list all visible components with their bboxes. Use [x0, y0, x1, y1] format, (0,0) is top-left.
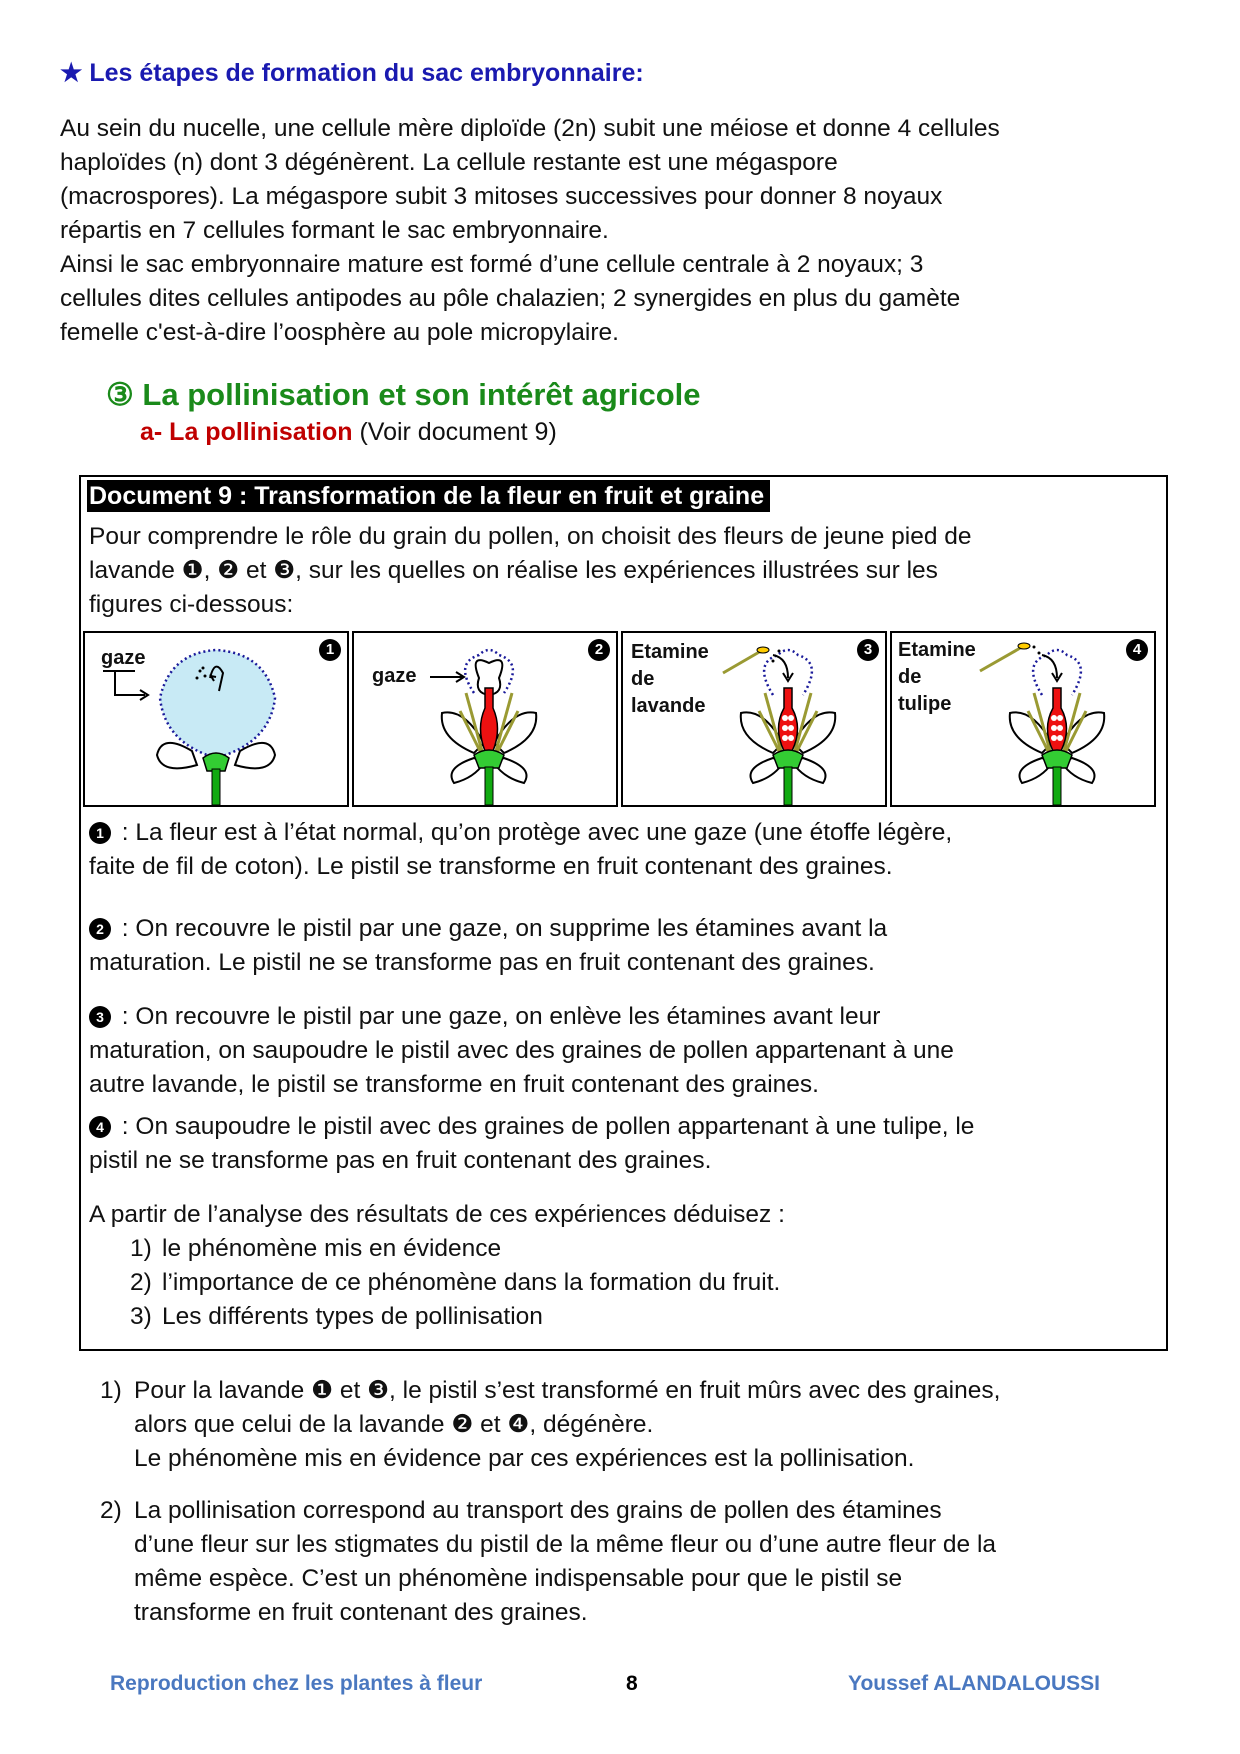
figure-panel-1 — [83, 631, 349, 807]
label-line: lavande — [631, 695, 706, 717]
exp-text: : On saupoudre le pistil avec des graines de pollen appartenant à une tulipe, le — [115, 1113, 975, 1140]
exp-line — [89, 816, 1159, 850]
exp-number: 1 — [89, 822, 111, 844]
label-line: de — [898, 666, 922, 688]
subsection-label: a- La pollinisation — [140, 418, 353, 446]
exp-line — [89, 1000, 1159, 1034]
gaze-label: gaze — [372, 665, 417, 687]
question-text: l’importance de ce phénomène dans la formation du fruit. — [162, 1269, 781, 1296]
answer-line: alors que celui de la lavande ❷ et ❹, dégénère. — [134, 1411, 654, 1438]
exp-line — [89, 1110, 1159, 1144]
subsection-ref: (Voir document 9) — [352, 418, 557, 446]
section-title-sac: ★ Les étapes de formation du sac embryonnaire: — [60, 59, 644, 87]
answer-2 — [100, 1494, 1180, 1630]
question-item — [130, 1300, 543, 1334]
answer-line: Pour la lavande ❶ et ❸, le pistil s’est transformé en fruit mûrs avec des graines, — [134, 1377, 1001, 1404]
answer-line: La pollinisation correspond au transport des grains de pollen des étamines — [134, 1497, 942, 1524]
footer-course-title: Reproduction chez les plantes à fleur — [110, 1672, 483, 1695]
answer-line: même espèce. C’est un phénomène indispensable pour que le pistil se — [134, 1565, 903, 1592]
panel-number: 4 — [1126, 639, 1148, 661]
intro-line: Pour comprendre le rôle du grain du pollen, on choisit des fleurs de jeune pied de — [89, 523, 972, 550]
answer-body — [134, 1494, 1180, 1630]
footer-page-number: 8 — [626, 1672, 638, 1695]
experiment-2 — [89, 912, 1159, 980]
stamen-lavender-label — [631, 639, 709, 720]
figure-panel-3 — [621, 631, 887, 807]
question-item — [130, 1266, 780, 1300]
subsection-title — [140, 418, 557, 447]
flower-no-stamens-illustration — [354, 633, 616, 805]
section-title-pollinisation: ③ La pollinisation et son intérêt agricole — [106, 377, 701, 412]
panel-number: 3 — [857, 639, 879, 661]
sac-line: répartis en 7 cellules formant le sac embryonnaire. — [60, 217, 609, 244]
answer-1 — [100, 1374, 1180, 1476]
intro-line: figures ci-dessous: — [89, 591, 294, 618]
figure-panel-4 — [890, 631, 1156, 807]
sac-line: Au sein du nucelle, une cellule mère diploïde (2n) subit une méiose et donne 4 cellules — [60, 115, 1000, 142]
answer-body — [134, 1374, 1180, 1476]
sac-line: (macrospores). La mégaspore subit 3 mitoses successives pour donner 8 noyaux — [60, 183, 943, 210]
figure-panel-2 — [352, 631, 618, 807]
footer-author: Youssef ALANDALOUSSI — [848, 1672, 1101, 1695]
answer-line: Le phénomène mis en évidence par ces expériences est la pollinisation. — [134, 1445, 915, 1472]
intro-line: lavande ❶, ❷ et ❸, sur les quelles on réalise les expériences illustrées sur les — [89, 557, 938, 584]
label-line: tulipe — [898, 693, 952, 715]
document-9-title: Document 9 : Transformation de la fleur en fruit et graine — [87, 480, 770, 512]
experiment-4 — [89, 1110, 1159, 1178]
exp-number: 3 — [89, 1006, 111, 1028]
question-text: le phénomène mis en évidence — [162, 1235, 502, 1262]
panel-number: 2 — [588, 639, 610, 661]
question-number: 3) — [130, 1303, 152, 1330]
question-intro: A partir de l’analyse des résultats de ces expériences déduisez : — [89, 1201, 785, 1228]
exp-line: maturation. Le pistil ne se transforme pas en fruit contenant des graines. — [89, 949, 875, 976]
answer-number: 1) — [100, 1377, 122, 1404]
exp-line: maturation, on saupoudre le pistil avec des graines de pollen appartenant à une — [89, 1037, 954, 1064]
gaze-label: gaze — [101, 647, 146, 669]
exp-text: : La fleur est à l’état normal, qu’on protège avec une gaze (une étoffe légère, — [115, 819, 953, 846]
exp-number: 4 — [89, 1116, 111, 1138]
stamen-tulip-label — [898, 637, 976, 718]
label-line: Etamine — [631, 641, 709, 663]
experiment-3 — [89, 1000, 1159, 1102]
question-number: 1) — [130, 1235, 152, 1262]
exp-number: 2 — [89, 918, 111, 940]
exp-line: faite de fil de coton). Le pistil se transforme en fruit contenant des graines. — [89, 853, 893, 880]
sac-line: haploïdes (n) dont 3 dégénèrent. La cellule restante est une mégaspore — [60, 149, 838, 176]
experiment-1 — [89, 816, 1159, 884]
answer-line: transforme en fruit contenant des graines. — [134, 1599, 588, 1626]
answer-line: d’une fleur sur les stigmates du pistil de la même fleur ou d’une autre fleur de la — [134, 1531, 997, 1558]
exp-line: pistil ne se transforme pas en fruit contenant des graines. — [89, 1147, 712, 1174]
sac-line: cellules dites cellules antipodes au pôle chalazien; 2 synergides en plus du gamète — [60, 285, 961, 312]
exp-text: : On recouvre le pistil par une gaze, on enlève les étamines avant leur — [115, 1003, 881, 1030]
label-line: Etamine — [898, 639, 976, 661]
question-item — [130, 1232, 501, 1266]
question-number: 2) — [130, 1269, 152, 1296]
question-text: Les différents types de pollinisation — [162, 1303, 543, 1330]
exp-line: autre lavande, le pistil se transforme en fruit contenant des graines. — [89, 1071, 819, 1098]
exp-line — [89, 912, 1159, 946]
panel-number: 1 — [319, 639, 341, 661]
sac-paragraph — [60, 112, 1190, 350]
label-line: de — [631, 668, 655, 690]
answer-number: 2) — [100, 1497, 122, 1524]
sac-line: Ainsi le sac embryonnaire mature est formé d’une cellule centrale à 2 noyaux; 3 — [60, 251, 924, 278]
sac-line: femelle c'est-à-dire l’oosphère au pole micropylaire. — [60, 319, 619, 346]
document-9-intro — [89, 520, 1159, 622]
exp-text: : On recouvre le pistil par une gaze, on supprime les étamines avant la — [115, 915, 888, 942]
